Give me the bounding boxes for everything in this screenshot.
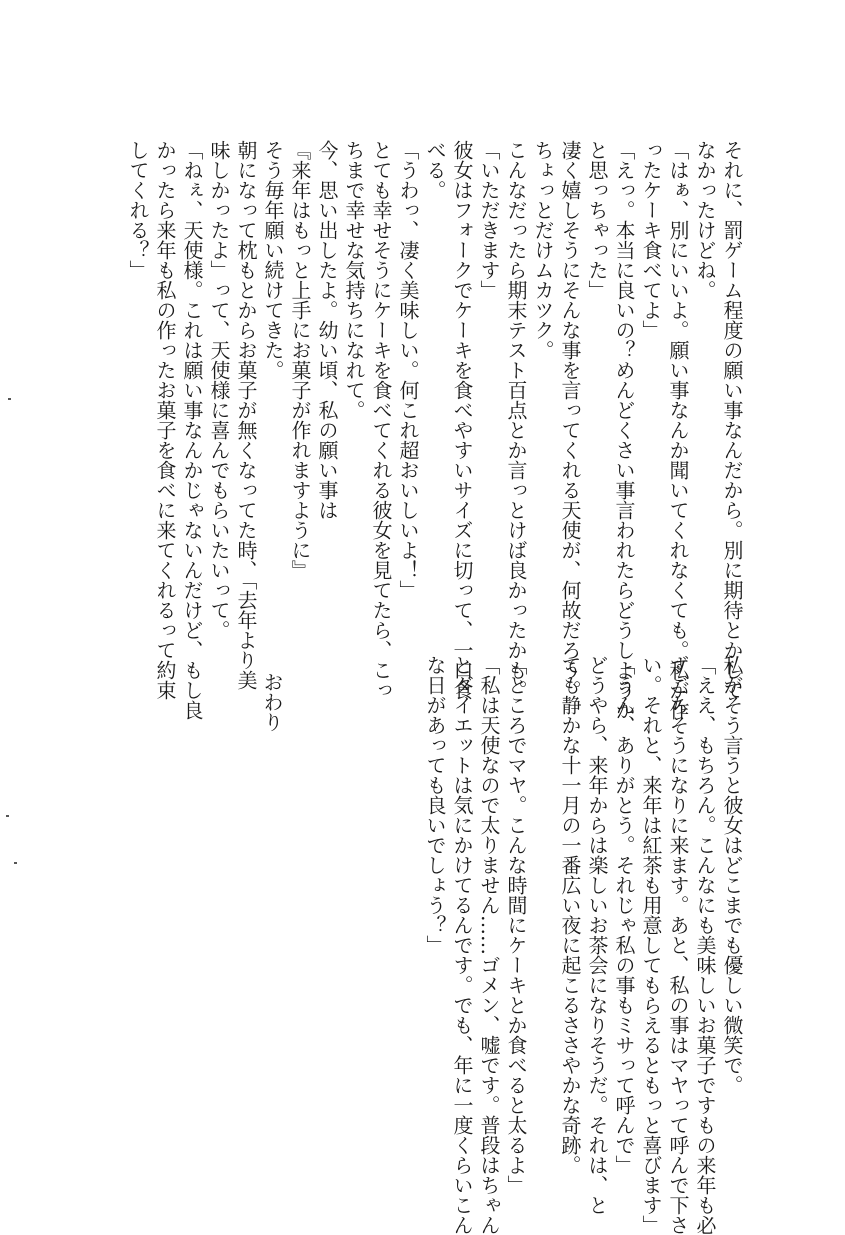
text-line: ちまで幸せな気持ちになれて。 [342, 140, 366, 420]
scan-speck [14, 862, 17, 864]
text-line: 「うん、ありがとう。それじゃ私の事もミサって呼んで」 [612, 655, 636, 1175]
text-line: 「ねぇ、天使様。これは願い事なんかじゃないんだけど、もし良 [180, 140, 204, 720]
text-line: な日があっても良いでしょう？」 [423, 655, 447, 955]
text-line: ても静かな十一月の一番広い夜に起こるささやかな奇跡。 [558, 655, 582, 1175]
scan-speck [6, 815, 9, 817]
text-line: 彼女はフォークでケーキを食べやすいサイズに切って、一口食 [450, 140, 474, 700]
text-line: どうやら、来年からは楽しいお茶会になりそうだ。それは、と [585, 655, 609, 1215]
text-line: そう毎年願い続けてきた。 [261, 140, 285, 380]
text-line: なかったけどね。 [693, 140, 717, 300]
text-line: とても幸せそうにケーキを食べてくれる彼女を見てたら、こっ [369, 140, 393, 700]
blank-line [529, 655, 556, 1095]
text-line: 「いただきます」 [477, 140, 501, 300]
lower-text-block [145, 655, 745, 1235]
text-line: 「えっ。本当に良いの？めんどくさい事言われたらどうしようか [612, 140, 636, 720]
text-line: とダイエットは気にかけてるんです。でも、年に一度くらいこん [450, 655, 474, 1235]
text-line: ずごちそうになりに来ます。あと、私の事はマヤって呼んで下さ [666, 655, 690, 1235]
text-line: 味しかったよ」って、天使様に喜んでもらいたいって。 [207, 140, 231, 640]
text-line: ちょっとだけムカツク。 [531, 140, 555, 360]
text-line: それに、罰ゲーム程度の願い事なんだから。別に期待とかして [720, 140, 744, 700]
text-line: 「ところでマヤ。こんな時間にケーキとか食べると太るよ」 [504, 655, 528, 1195]
text-line: い。それと、来年は紅茶も用意してもらえるともっと喜びます」 [639, 655, 663, 1235]
text-line: と思っちゃった」 [585, 140, 609, 300]
text-line: 『来年はもっと上手にお菓子が作れますように』 [288, 140, 312, 580]
text-line: 「うわっ、凄く美味しい。何これ超おいしいよ！」 [396, 140, 420, 600]
text-line: 「ええ、もちろん。こんなにも美味しいお菓子ですもの来年も必 [693, 655, 717, 1235]
ending-label: おわり [260, 672, 284, 732]
text-line: 「私は天使なので太りません……ゴメン、嘘です。普段はちゃん [477, 655, 501, 1235]
text-line: 「はぁ、別にいいよ。願い事なんか聞いてくれなくても。私が作 [666, 140, 690, 720]
text-line: 凄く嬉しそうにそんな事を言ってくれる天使が、何故だろう。 [558, 140, 582, 700]
text-line: 私がそう言うと彼女はどこまでも優しい微笑で。 [720, 655, 744, 1095]
text-line: こんなだったら期末テスト百点とか言っとけば良かったかも。 [504, 140, 528, 700]
text-line: 今、思い出したよ。幼い頃、私の願い事は [315, 140, 339, 520]
text-line: ったケーキ食べてよ」 [639, 140, 663, 340]
scan-speck [8, 398, 11, 400]
text-line: してくれる？」 [126, 140, 150, 280]
text-line: かったら来年も私の作ったお菓子を食べに来てくれるって約束 [153, 140, 177, 700]
text-line: 朝になって枕もとからお菓子が無くなってた時、「去年より美 [234, 140, 258, 690]
text-line: べる。 [423, 140, 447, 200]
